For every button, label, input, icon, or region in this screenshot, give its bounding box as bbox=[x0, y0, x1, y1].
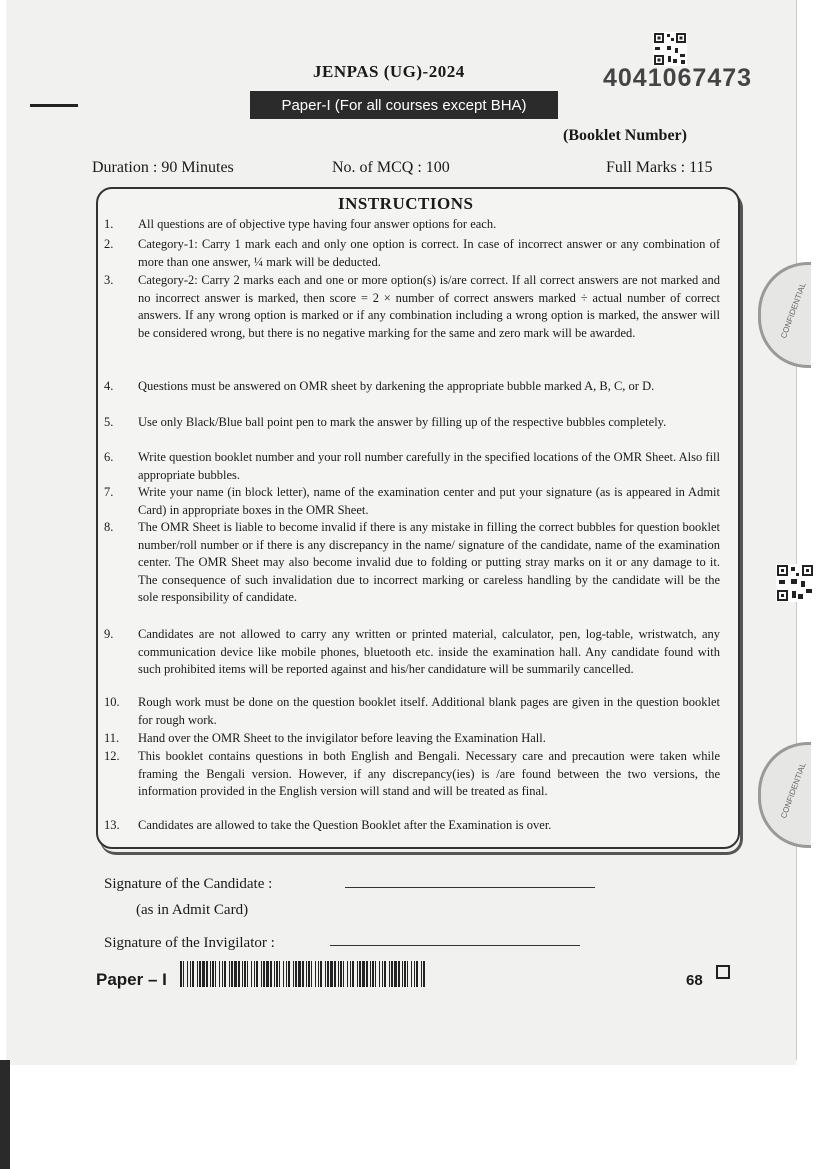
margin-rule bbox=[30, 104, 78, 107]
instruction-text: Hand over the OMR Sheet to the invigilator before leaving the Examination Hall. bbox=[138, 731, 546, 745]
stamp-text: CONFIDENTIAL bbox=[779, 761, 808, 820]
instruction-number: 2. bbox=[104, 237, 114, 251]
instruction-number: 5. bbox=[104, 415, 114, 429]
instruction-number: 10. bbox=[104, 695, 120, 709]
instruction-text: Candidates are allowed to take the Question Booklet after the Examination is over. bbox=[138, 818, 552, 832]
full-marks: Full Marks : 115 bbox=[606, 159, 713, 176]
instruction-text: Questions must be answered on OMR sheet by darkening the appropriate bubble marked A, B, C, or D. bbox=[138, 379, 655, 393]
invigilator-signature-label: Signature of the Invigilator : bbox=[104, 935, 275, 951]
instruction-text: Candidates are not allowed to carry any written or printed material, calculator, pen, log-table, wristwatch, any communication device like mobile phones, bluetooth etc. inside the examination hall. Any candidate found with such prohibited items will be reported against and his/her candidature will be summarily cancelled. bbox=[138, 627, 720, 676]
booklet-number-label: (Booklet Number) bbox=[563, 127, 687, 144]
instruction-text: Category-2: Carry 2 marks each and one or more option(s) is/are correct. If all correct answers are not marked and no incorrect answer is marked, then score = 2 × number of correct answers marked ÷ actual number of correct answers. If any wrong option is marked or if any combination including a wrong option is marked, the answer will be considered wrong, but there is no negative marking for the same and zero mark will be awarded. bbox=[138, 273, 720, 340]
admit-card-note: (as in Admit Card) bbox=[136, 902, 249, 918]
instruction-text: Use only Black/Blue ball point pen to mark the answer by filling up of the respective bubbles completely. bbox=[138, 415, 667, 429]
barcode-icon bbox=[180, 961, 428, 987]
instruction-text: Write your name (in block letter), name of the examination center and put your signature (as is appeared in Admit Card) in appropriate boxes in the OMR Sheet. bbox=[138, 485, 720, 517]
exam-title: JENPAS (UG)-2024 bbox=[313, 62, 465, 81]
booklet-number: 4041067473 bbox=[603, 64, 753, 92]
paper-label: Paper – I bbox=[96, 970, 167, 989]
page-marker-icon bbox=[716, 965, 730, 979]
mcq-count: No. of MCQ : 100 bbox=[332, 159, 450, 176]
qr-code-icon bbox=[776, 564, 814, 602]
instruction-text: The OMR Sheet is liable to become invalid if there is any mistake in filling the correct bubbles for question booklet number/roll number or if there is any discrepancy in the name/ signature of the candidate, name of the examination center. The OMR Sheet may also become invalid due to folding or putting stray marks on it or any damage to it. The consequence of such invalidation due to incorrect marking or careless handling by the candidate will be the sole responsibility of candidate. bbox=[138, 520, 720, 604]
stamp-text: CONFIDENTIAL bbox=[779, 281, 808, 340]
instruction-number: 3. bbox=[104, 273, 114, 287]
instruction-text: All questions are of objective type having four answer options for each. bbox=[138, 217, 497, 231]
page-number: 68 bbox=[686, 972, 703, 989]
instruction-number: 11. bbox=[104, 731, 120, 745]
instruction-number: 12. bbox=[104, 749, 120, 763]
instruction-number: 8. bbox=[104, 520, 114, 534]
instruction-number: 6. bbox=[104, 450, 114, 464]
instruction-number: 9. bbox=[104, 627, 114, 641]
instruction-number: 7. bbox=[104, 485, 114, 499]
instruction-text: Category-1: Carry 1 mark each and only one option is correct. In case of incorrect answer or any combination of more than one answer, ¼ mark will be deducted. bbox=[138, 237, 720, 269]
instruction-text: Rough work must be done on the question booklet itself. Additional blank pages are given in the question booklet for rough work. bbox=[138, 695, 720, 727]
candidate-signature-line bbox=[345, 887, 595, 888]
instruction-number: 1. bbox=[104, 217, 114, 231]
page-edge bbox=[796, 0, 797, 1060]
qr-code-icon bbox=[653, 32, 687, 66]
instruction-number: 13. bbox=[104, 818, 120, 832]
paper-banner: Paper-I (For all courses except BHA) bbox=[250, 91, 558, 119]
invigilator-signature-line bbox=[330, 945, 580, 946]
instruction-text: Write question booklet number and your roll number carefully in the specified locations of the OMR Sheet. Also fill appropriate bubbles. bbox=[138, 450, 720, 482]
duration: Duration : 90 Minutes bbox=[92, 159, 234, 176]
instructions-heading: INSTRUCTIONS bbox=[338, 194, 474, 213]
instruction-text: This booklet contains questions in both English and Bengali. Necessary care and precaution were taken while framing the Bengali version. However, if any discrepancy(ies) is /are found between the two versions, the information provided in the English version will stand and will be treated as final. bbox=[138, 749, 720, 798]
candidate-signature-label: Signature of the Candidate : bbox=[104, 876, 273, 892]
scan-edge bbox=[0, 1060, 10, 1169]
instruction-number: 4. bbox=[104, 379, 114, 393]
